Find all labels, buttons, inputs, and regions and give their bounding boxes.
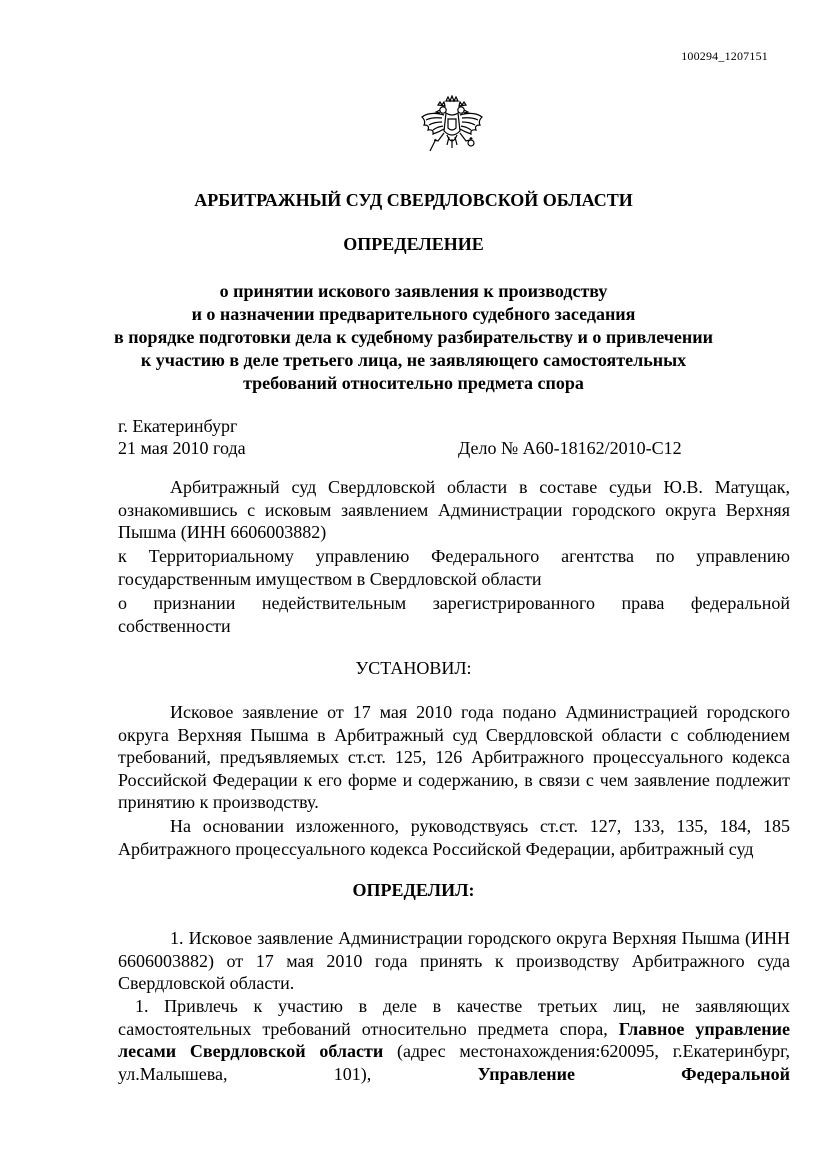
item2-text: 1. Привлечь к участию в деле в качестве третьих лиц, не заявляющих самостоятельных требований относительно предмета спора, bbox=[118, 996, 790, 1039]
established-paragraph: Исковое заявление от 17 мая 2010 года подано Администрацией городского округа Верхняя Пышма в Арбитражный суд Свердловской области с соблюдением требований, предъявляемых ст.ст. 125, 126 Арбитражного процессуального кодекса Российской Федерации к его форме и содержанию, в связи с чем заявление подлежит принятию к производству. bbox=[118, 702, 790, 813]
decided-heading: ОПРЕДЕЛИЛ: bbox=[352, 880, 475, 900]
third-party-name: Главное управление лесами Свердловской области bbox=[118, 1018, 791, 1062]
subtitle-line: к участию в деле третьего лица, не заявляющего самостоятельных bbox=[140, 350, 687, 370]
subject-paragraph: о признании недействительным зарегистрированного права федеральной собственности bbox=[118, 593, 790, 636]
third-party-address: (адрес местонахождения:620095, г.Екатеринбург, ул.Малышева, 101), bbox=[118, 1041, 790, 1084]
document-subtitle bbox=[100, 280, 727, 395]
defendant-paragraph: к Территориальному управлению Федерального агентства по управлению государственным имуществом в Свердловской области bbox=[118, 546, 790, 589]
subtitle-line: в порядке подготовки дела к судебному разбирательству и о привлечении bbox=[113, 327, 714, 347]
subtitle-line: требований относительно предмета спора bbox=[243, 373, 584, 393]
coat-of-arms-emblem bbox=[416, 95, 488, 167]
decision-item-1: 1. Исковое заявление Администрации городского округа Верхняя Пышма (ИНН 6606003882) от 17 мая 2010 года принять к производству Арбитражного суда Свердловской области. bbox=[118, 928, 790, 994]
subtitle-line: и о назначении предварительного судебного заседания bbox=[191, 304, 636, 324]
document-title: ОПРЕДЕЛЕНИЕ bbox=[343, 234, 484, 254]
decision-item-2 bbox=[118, 995, 790, 1085]
city: г. Екатеринбург bbox=[118, 416, 238, 436]
third-party-name-2: Управление Федеральной bbox=[477, 1063, 791, 1084]
grounds-paragraph: На основании изложенного, руководствуясь ст.ст. 127, 133, 135, 184, 185 Арбитражного процессуального кодекса Российской Федерации, арбитражный суд bbox=[118, 816, 790, 859]
date-row bbox=[118, 437, 790, 459]
intro-paragraph: Арбитражный суд Свердловской области в составе судьи Ю.В. Матущак, ознакомившись с исковым заявлением Администрации городского округа Верхняя Пышма (ИНН 6606003882) bbox=[118, 477, 790, 543]
subtitle-line: о принятии искового заявления к производству bbox=[219, 281, 608, 301]
document-id: 100294_1207151 bbox=[681, 49, 768, 63]
established-heading: УСТАНОВИЛ: bbox=[355, 658, 472, 678]
court-name: АРБИТРАЖНЫЙ СУД СВЕРДЛОВСКОЙ ОБЛАСТИ bbox=[194, 190, 633, 210]
document-date: 21 мая 2010 года bbox=[118, 438, 246, 458]
case-number: Дело № А60-18162/2010-С12 bbox=[458, 438, 682, 458]
